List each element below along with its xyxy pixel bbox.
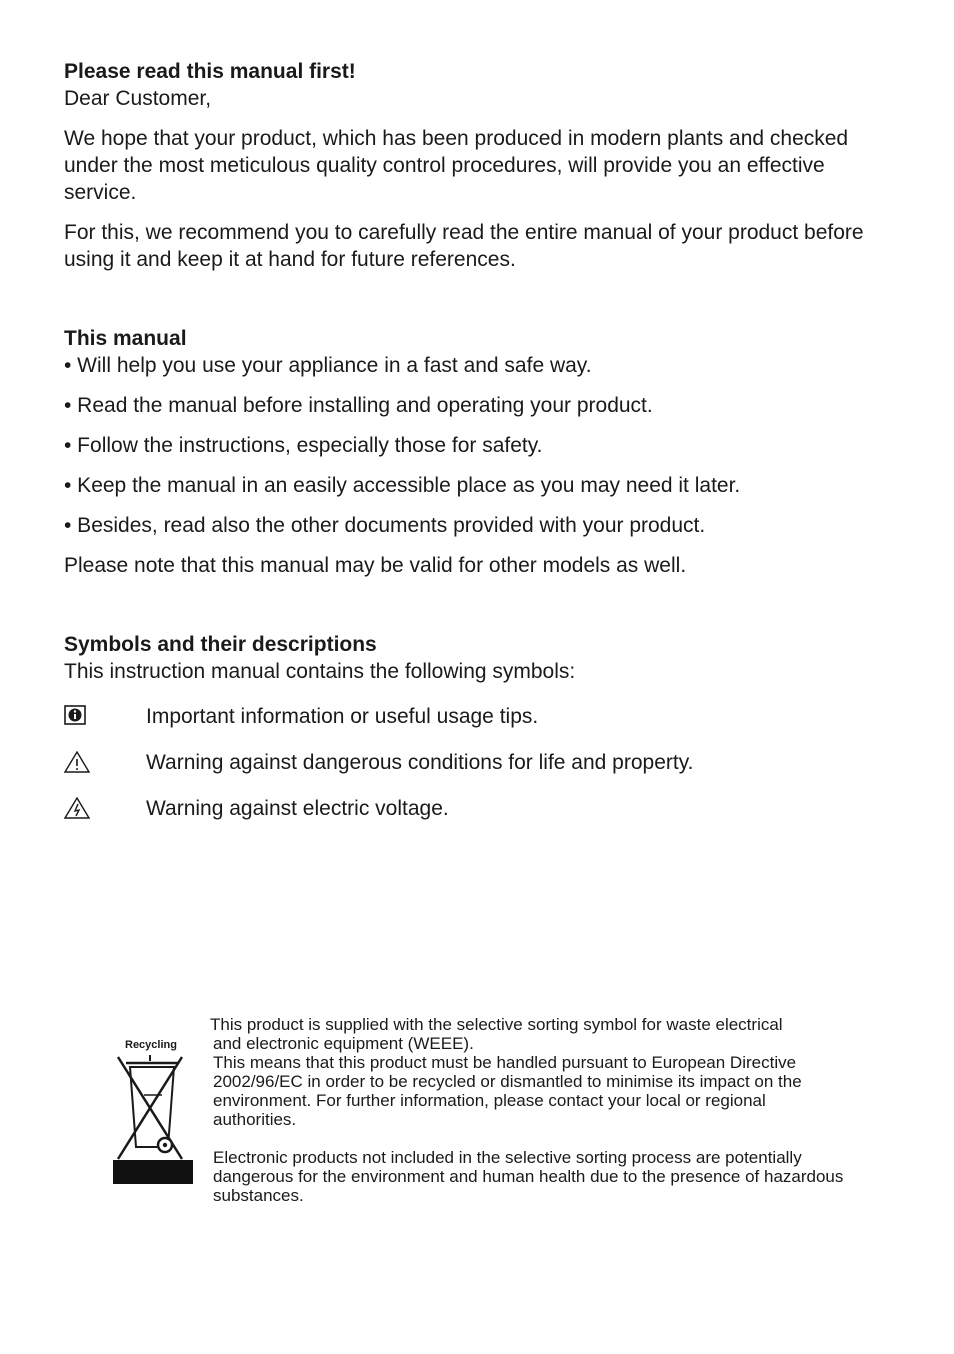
manual-bullet: • Keep the manual in an easily accessible place as you may need it later. — [64, 474, 741, 497]
weee-black-bar — [113, 1160, 193, 1184]
greeting: Dear Customer, — [64, 87, 212, 110]
symbol-text-electric: Warning against electric voltage. — [146, 797, 449, 820]
manual-bullet: • Follow the instructions, especially those for safety. — [64, 434, 543, 457]
manual-page — [64, 58, 884, 841]
weee-line-1: This product is supplied with the selective sorting symbol for waste electrical — [210, 1015, 783, 1034]
electric-warning-icon — [64, 795, 146, 822]
symbols-intro: This instruction manual contains the following symbols: — [64, 660, 576, 683]
info-icon — [64, 703, 146, 730]
weee-paragraph-3: Electronic products not included in the selective sorting process are potentially dangerous for the environment and human health due to the presence of hazardous substances. — [213, 1148, 844, 1205]
symbol-row-warning — [64, 749, 884, 776]
manual-bullet: • Besides, read also the other documents provided with your product. — [64, 514, 706, 537]
warning-triangle-icon — [64, 749, 146, 776]
symbol-row-info — [64, 703, 884, 730]
manual-bullet: • Read the manual before installing and operating your product. — [64, 394, 653, 417]
manual-note: Please note that this manual may be valid for other models as well. — [64, 554, 687, 577]
weee-paragraph-2: This means that this product must be handled pursuant to European Directive 2002/96/EC in order to be recycled or dismantled to minimise its impact on the environment. For further information, please contact your local or regional authorities. — [213, 1053, 802, 1129]
symbol-row-electric — [64, 795, 884, 822]
intro-paragraph-2: For this, we recommend you to carefully read the entire manual of your product before using it and keep it at hand for future references. — [64, 221, 864, 271]
intro-paragraph-1: We hope that your product, which has been produced in modern plants and checked under the most meticulous quality control procedures, will provide you an effective service. — [64, 127, 849, 204]
recycling-label: Recycling — [125, 1039, 177, 1051]
manual-bullet: • Will help you use your appliance in a fast and safe way. — [64, 354, 592, 377]
weee-text-block — [210, 1015, 850, 1205]
weee-line-2: and electronic equipment (WEEE). — [213, 1034, 474, 1053]
manual-heading: This manual — [64, 327, 187, 350]
symbol-text-info: Important information or useful usage tips. — [146, 705, 539, 728]
weee-recycling-bin-icon — [112, 1039, 194, 1189]
symbol-text-warning: Warning against dangerous conditions for life and property. — [146, 751, 694, 774]
weee-notice — [112, 1015, 852, 1215]
symbols-heading: Symbols and their descriptions — [64, 633, 377, 656]
intro-heading: Please read this manual first! — [64, 60, 356, 83]
